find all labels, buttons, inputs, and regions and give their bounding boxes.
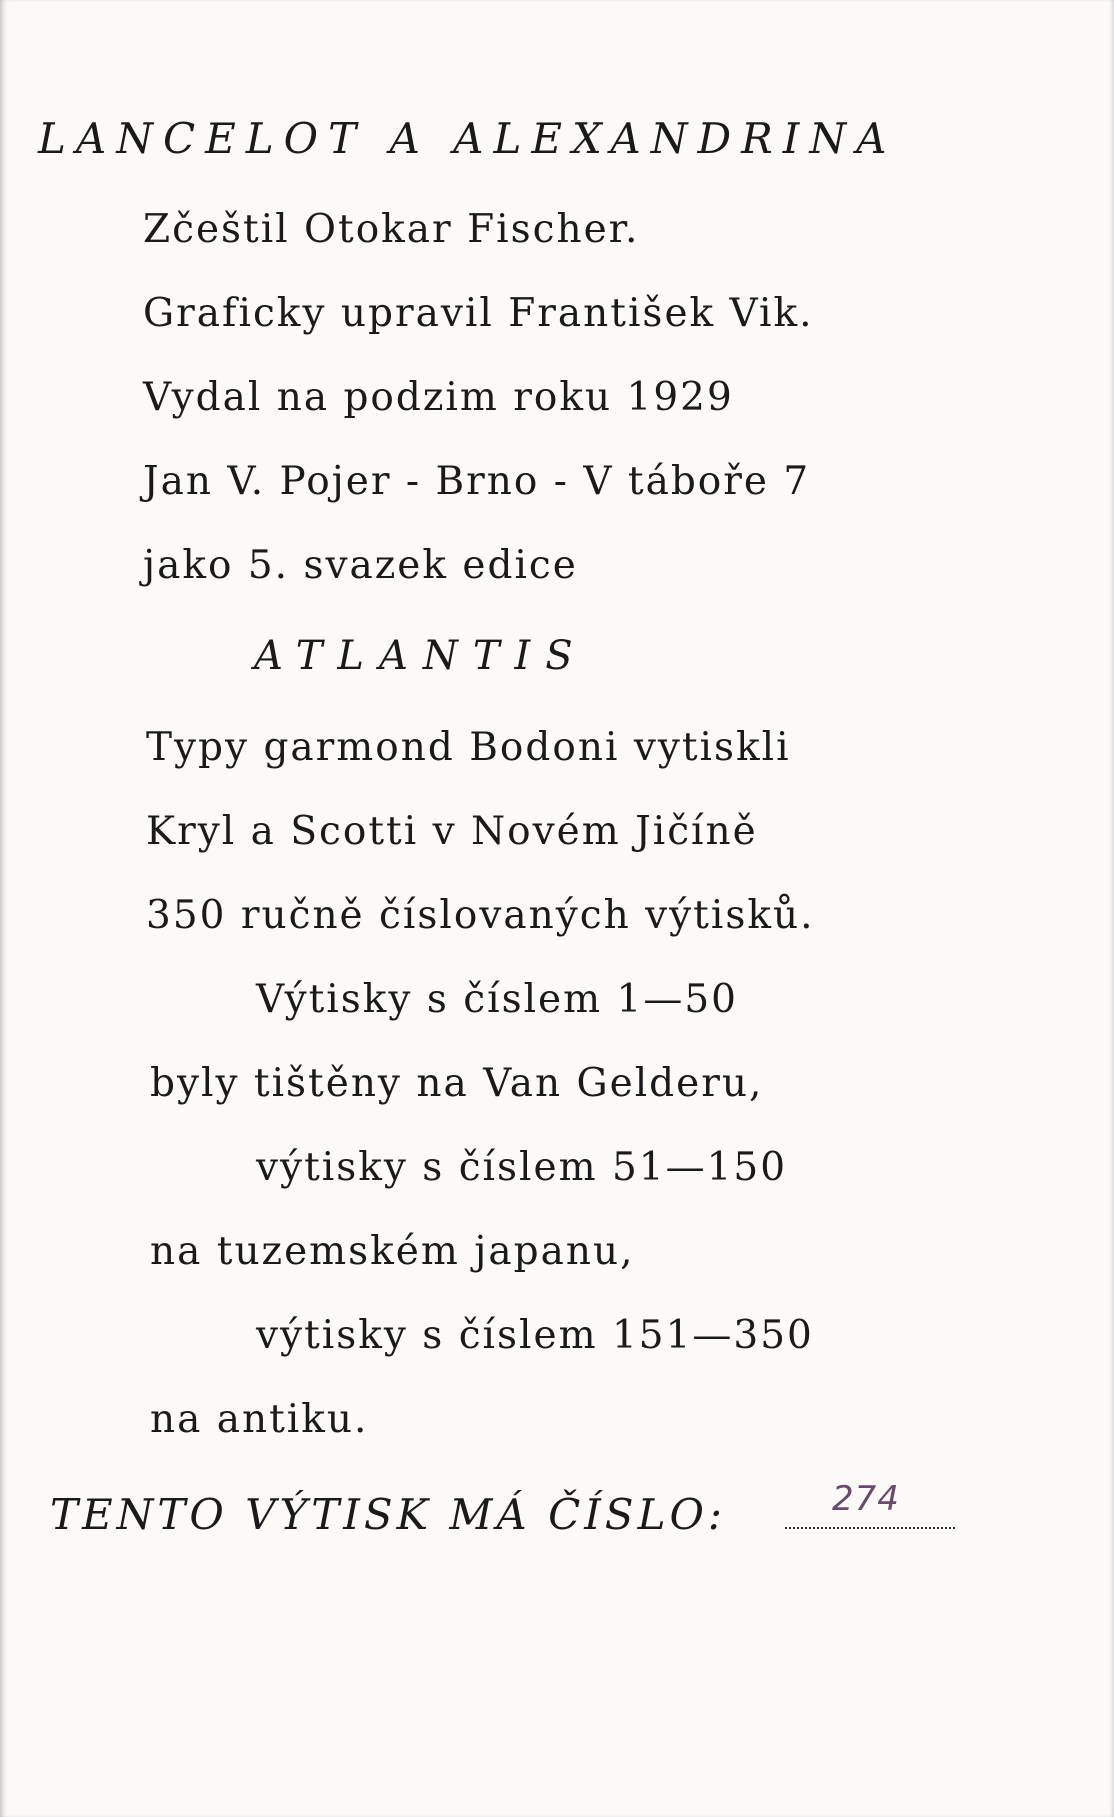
publisher-line: Jan V. Pojer - Brno - V táboře 7 <box>143 459 811 504</box>
copies-range-2: výtisky s číslem 51—150 <box>256 1145 788 1190</box>
translator-line: Zčeštil Otokar Fischer. <box>143 207 640 252</box>
copy-number-handwritten: 274 <box>832 1479 900 1519</box>
copy-number-label: TENTO VÝTISK MÁ ČÍSLO: <box>50 1490 727 1539</box>
copies-line: 350 ručně číslovaných výtisků. <box>146 893 815 938</box>
copies-range-3: výtisky s číslem 151—350 <box>256 1313 814 1358</box>
paper-line-3: na antiku. <box>150 1397 369 1442</box>
printer-line: Kryl a Scotti v Novém Jičíně <box>146 809 758 854</box>
paper-line-1: byly tištěny na Van Gelderu, <box>150 1061 764 1106</box>
copies-range-1: Výtisky s číslem 1—50 <box>256 977 738 1022</box>
series-name: ATLANTIS <box>254 633 588 679</box>
paper-line-2: na tuzemském japanu, <box>150 1229 635 1274</box>
typeface-line: Typy garmond Bodoni vytiskli <box>146 725 791 770</box>
published-line: Vydal na podzim roku 1929 <box>143 375 734 420</box>
copy-number-dotted-line <box>785 1527 955 1529</box>
book-title: LANCELOT A ALEXANDRINA <box>38 114 897 163</box>
design-line: Graficky upravil František Vik. <box>143 291 814 336</box>
volume-line: jako 5. svazek edice <box>143 543 578 588</box>
